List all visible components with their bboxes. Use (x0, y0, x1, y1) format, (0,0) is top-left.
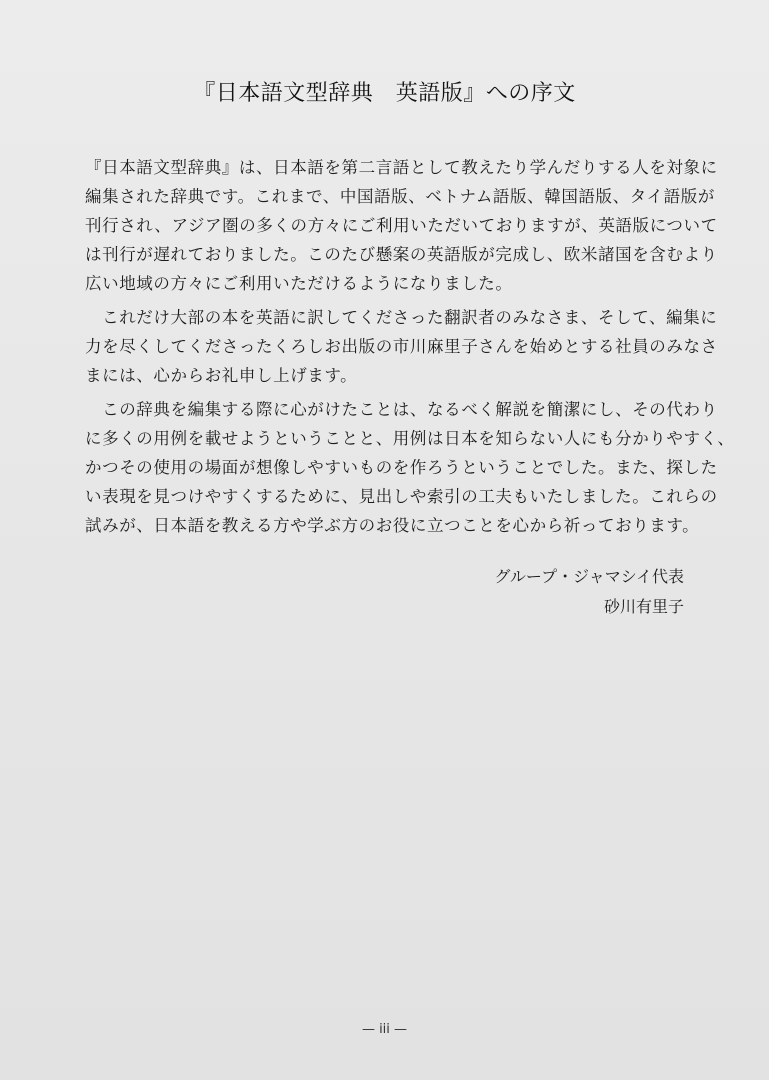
text-line: 試みが、日本語を教える方や学ぶ方のお役に立つことを心から祈っております。 (85, 516, 700, 535)
text-line: まには、心からお礼申し上げます。 (85, 366, 358, 385)
paragraph-2 (85, 303, 718, 390)
text-line: かつその使用の場面が想像しやすいものを作ろうということでした。また、探した (85, 458, 718, 477)
text-line: 編集された辞典です。これまで、中国語版、ベトナム語版、韓国語版、タイ語版が (85, 187, 715, 206)
text-line: 力を尽くしてくださったくろしお出版の市川麻里子さんを始めとする社員のみなさ (85, 337, 718, 356)
paragraph-3 (85, 395, 735, 540)
signature-block (494, 562, 684, 622)
signature-group: グループ・ジャマシイ代表 (494, 567, 684, 586)
page-number: — iii — (361, 1022, 408, 1037)
text-line: この辞典を編集する際に心がけたことは、なるべく解説を簡潔にし、その代わり (85, 400, 718, 419)
paragraph-1 (85, 153, 718, 298)
signature-name: 砂川有里子 (603, 597, 684, 616)
page-title: 『日本語文型辞典 英語版』への序文 (193, 81, 576, 106)
text-line: 刊行され、アジア圏の多くの方々にご利用いただいておりますが、英語版について (85, 216, 718, 235)
text-line: は刊行が遅れておりました。このたび懸案の英語版が完成し、欧米諸国を含むより (85, 245, 718, 264)
text-line: 広い地域の方々にご利用いただけるようになりました。 (85, 274, 513, 293)
text-line: い表現を見つけやすくするために、見出しや索引の工夫もいたしました。これらの (85, 487, 718, 506)
preface-body (85, 153, 735, 545)
text-line: これだけ大部の本を英語に訳してくださった翻訳者のみなさま、そして、編集に (85, 308, 718, 327)
text-line: 『日本語文型辞典』は、日本語を第二言語として教えたり学んだりする人を対象に (85, 158, 718, 177)
text-line: に多くの用例を載せようということと、用例は日本を知らない人にも分かりやすく、 (85, 429, 735, 448)
